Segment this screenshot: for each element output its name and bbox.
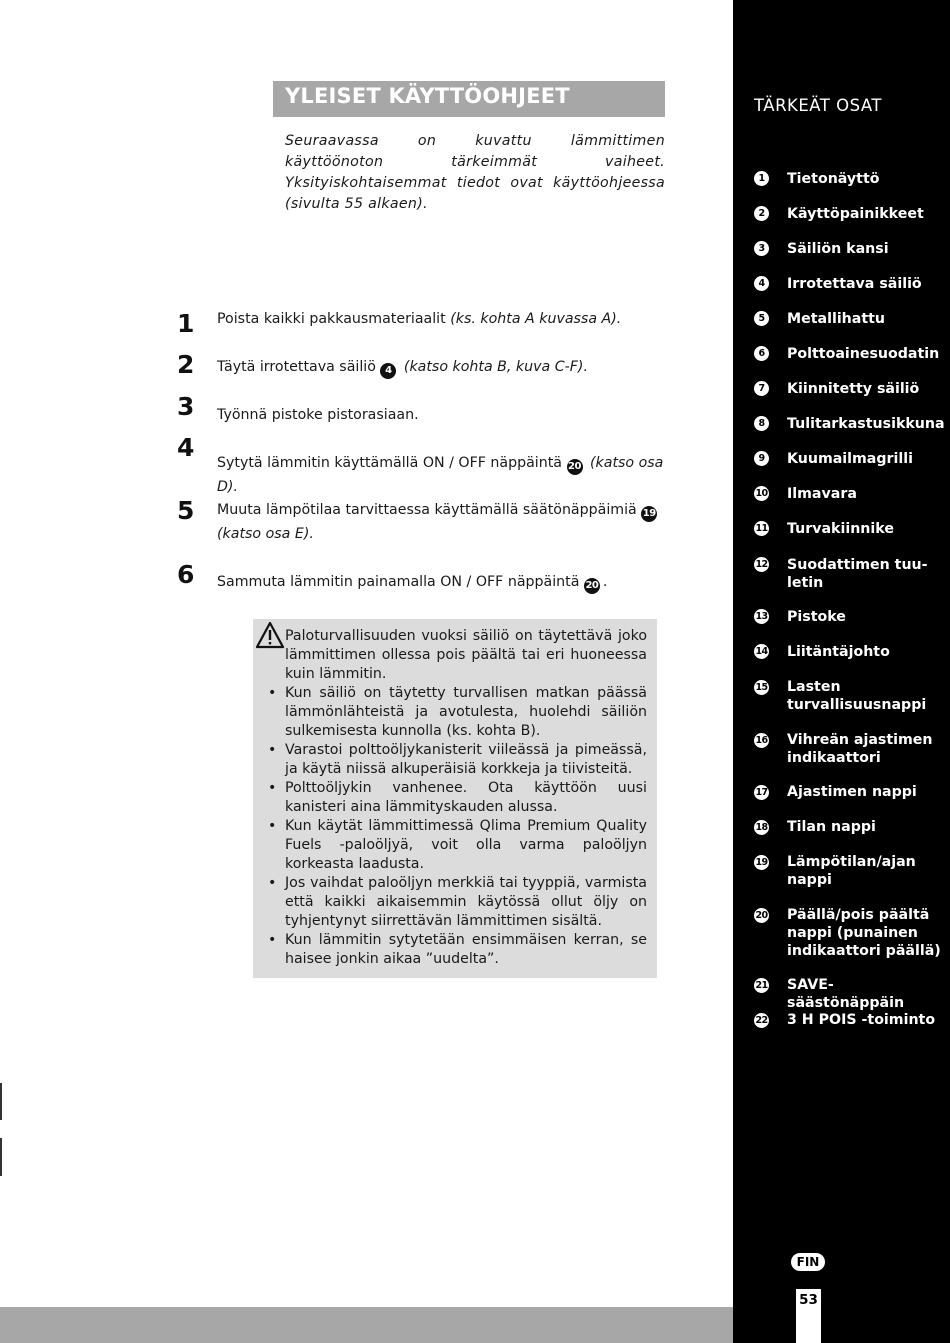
part-label: Liitäntäjohto — [787, 644, 890, 660]
step-number: 6 — [177, 560, 195, 589]
part-label: Päällä/pois päältä nappi (punainen indikaattori päällä) — [787, 907, 941, 959]
part-number-badge: 6 — [754, 346, 769, 361]
part-label: Polttoainesuodatin — [787, 346, 940, 362]
bottom-bar — [0, 1307, 733, 1343]
part-label: Suodattimen tuuletin — [787, 557, 928, 591]
warning-item: • Kun säiliö on täytetty turvallisen matkan päässä lämmönlähteistä ja avotulesta, huolehdi säiliön sulkemisesta kunnolla (ks. kohta B). — [285, 684, 647, 741]
part-label: Tulitarkastusikkuna — [787, 416, 945, 432]
part-label: Pistoke — [787, 609, 846, 625]
part-label: 3 H POIS -toiminto — [787, 1012, 936, 1028]
part-label: Kiinnitetty säiliö — [787, 381, 920, 397]
step-text-italic: (katso osa D). — [217, 455, 664, 495]
step-text — [217, 355, 677, 379]
part-number-badge: 11 — [755, 523, 768, 534]
part-ref-badge: 4 — [380, 363, 396, 379]
step-number: 3 — [177, 392, 195, 421]
warning-item: • Varastoi polttoöljykanisterit viileässä ja pimeässä, ja käytä niissä alkuperäisiä korkkeja ja tiivisteitä. — [285, 741, 647, 779]
part-number-badge: 9 — [754, 451, 769, 466]
part-number-badge: 4 — [754, 276, 769, 291]
step-number: 4 — [177, 433, 195, 462]
warning-item: • Polttoöljykin vanhenee. Ota käyttöön uusi kanisteri aina lämmityskauden alussa. — [285, 779, 647, 817]
part-label: Lämpötilan/ajan nappi — [787, 854, 916, 888]
page-number: 53 — [799, 1292, 818, 1308]
part-label: Käyttöpainikkeet — [787, 206, 924, 222]
part-number-badge: 5 — [754, 311, 769, 326]
step-text-main: Sammuta lämmitin painamalla ON / OFF näppäintä — [217, 574, 584, 590]
part-number-badge: 22 — [755, 1015, 768, 1026]
language-badge: FIN — [791, 1253, 825, 1271]
part-number-badge: 13 — [755, 611, 768, 622]
part-label: Ajastimen nappi — [787, 784, 917, 800]
edge-mark — [0, 1083, 2, 1120]
part-ref-badge: 20 — [584, 578, 600, 594]
part-number-badge: 2 — [754, 206, 769, 221]
step-text-italic: (ks. kohta A kuvassa A). — [450, 311, 622, 327]
part-number-badge: 19 — [755, 857, 768, 868]
part-number-badge: 20 — [755, 910, 768, 921]
step-text — [217, 307, 677, 331]
part-label: Turvakiinnike — [787, 521, 894, 537]
page-title: YLEISET KÄYTTÖOHJEET — [285, 84, 570, 108]
step-text — [217, 403, 677, 427]
step-number: 2 — [177, 350, 195, 379]
step-number: 5 — [177, 496, 195, 525]
part-number-badge: 16 — [755, 735, 768, 746]
part-ref-badge: 20 — [567, 459, 583, 475]
part-label: Kuumailmagrilli — [787, 451, 913, 467]
part-label: Säiliön kansi — [787, 241, 889, 257]
part-number-badge: 10 — [755, 488, 768, 499]
sidebar — [733, 0, 950, 1343]
warning-list — [285, 684, 647, 969]
warning-item: • Kun lämmitin sytytetään ensimmäisen kerran, se haisee jonkin aikaa ”uudelta”. — [285, 931, 647, 969]
part-label: Vihreän ajastimen indikaattori — [787, 732, 933, 766]
part-label: Irrotettava säiliö — [787, 276, 922, 292]
part-number-badge: 18 — [755, 822, 768, 833]
warning-intro: Paloturvallisuuden vuoksi säiliö on täytettävä joko lämmittimen ollessa pois päältä tai eri huoneessa kuin lämmitin. — [285, 628, 647, 682]
part-ref-badge: 19 — [641, 506, 657, 522]
step-text-main: Muuta lämpötilaa tarvittaessa käyttämällä säätönäppäimiä — [217, 502, 642, 518]
step-text-main: Poista kaikki pakkausmateriaalit — [217, 311, 451, 327]
part-label: Tietonäyttö — [787, 171, 880, 187]
part-number-badge: 3 — [754, 241, 769, 256]
intro-paragraph: Seuraavassa on kuvattu lämmittimen käyttöönoton tärkeimmät vaiheet. Yksityiskohtaisemmat tiedot ovat käyttöohjeessa (sivulta 55 alkaen). — [285, 133, 665, 212]
step-text-italic: (katso osa E). — [217, 526, 314, 542]
page-number-box — [796, 1289, 821, 1343]
part-number-badge: 21 — [755, 980, 768, 991]
step-text — [217, 498, 677, 546]
part-label: Metallihattu — [787, 311, 886, 327]
step-text-main: Sytytä lämmitin käyttämällä ON / OFF näppäintä — [217, 455, 567, 471]
title-bar — [273, 81, 665, 117]
part-number-badge: 17 — [755, 787, 768, 798]
warning-triangle-icon — [255, 621, 285, 649]
part-label: Ilmavara — [787, 486, 857, 502]
part-number-badge: 12 — [755, 559, 768, 570]
part-number-badge: 1 — [754, 171, 769, 186]
edge-mark — [0, 1138, 2, 1176]
step-text — [217, 451, 677, 499]
warning-box — [253, 619, 657, 978]
part-number-badge: 15 — [755, 682, 768, 693]
part-number-badge: 7 — [754, 381, 769, 396]
part-label: SAVE-säästönäppäin — [787, 977, 905, 1011]
part-number-badge: 8 — [754, 416, 769, 431]
sidebar-title: TÄRKEÄT OSAT — [754, 96, 882, 115]
step-text-tail: . — [602, 574, 608, 590]
step-text-main: Työnnä pistoke pistorasiaan. — [217, 407, 419, 423]
warning-item: • Kun käytät lämmittimessä Qlima Premium Quality Fuels -paloöljyä, voit olla varma paloöljyn korkeasta laadusta. — [285, 817, 647, 874]
step-text — [217, 570, 677, 594]
part-label: Lasten turvallisuusnappi — [787, 679, 927, 713]
step-number: 1 — [177, 309, 195, 338]
warning-item: • Jos vaihdat paloöljyn merkkiä tai tyyppiä, varmista että kaikki aikaisemmin käytössä ollut öljy on tyhjentynyt siirrettävän lämmittimen sisältä. — [285, 874, 647, 931]
step-text-italic: (katso kohta B, kuva C-F). — [399, 359, 588, 375]
step-text-main: Täytä irrotettava säiliö — [217, 359, 381, 375]
part-number-badge: 14 — [755, 646, 768, 657]
part-label: Tilan nappi — [787, 819, 876, 835]
